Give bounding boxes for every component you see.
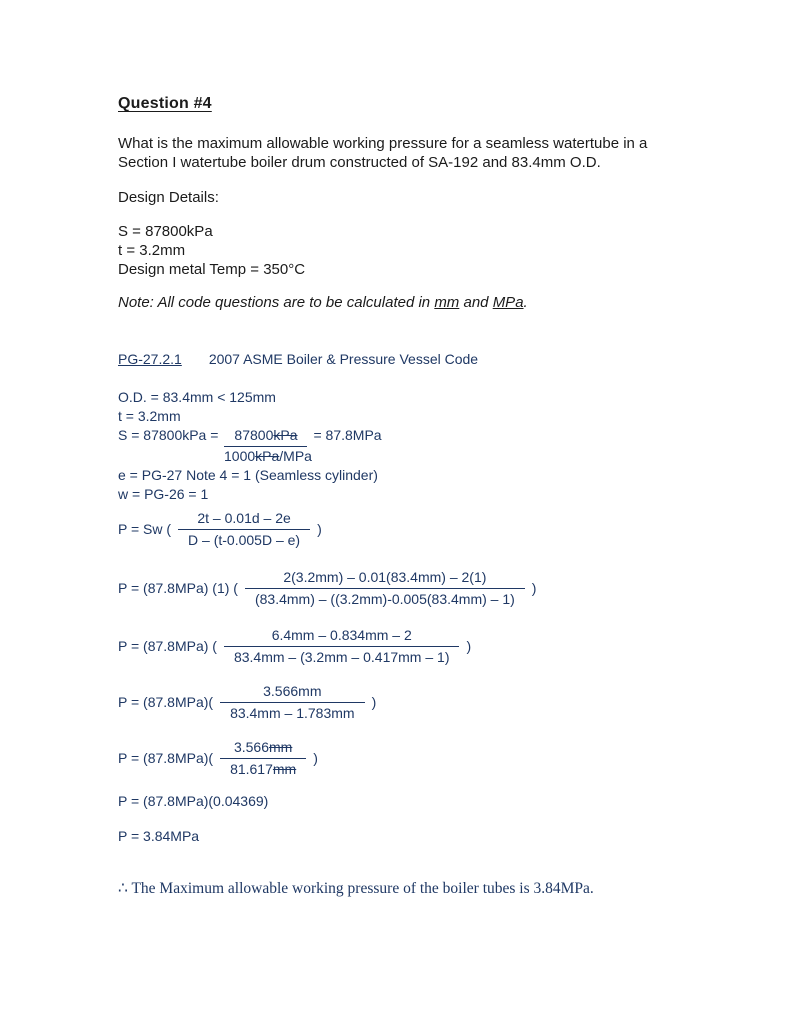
equation-step-4 xyxy=(118,738,736,779)
s-conversion-den-value: 1000 xyxy=(224,448,256,464)
equation-den-value: 81.617 xyxy=(230,761,273,777)
design-detail-line: t = 3.2mm xyxy=(118,242,186,259)
code-reference: PG-27.2.1 xyxy=(118,351,182,367)
question-title: Question #4 xyxy=(118,95,212,112)
equation-suffix: ) xyxy=(371,694,377,710)
equation-fraction xyxy=(220,682,365,723)
result-line-final: P = 3.84MPa xyxy=(118,828,200,844)
s-conversion-den-unit-struck: kPa xyxy=(255,448,280,464)
s-conversion xyxy=(118,426,736,466)
s-conversion-denominator xyxy=(224,447,736,466)
equation-den-unit-struck: mm xyxy=(272,761,297,777)
design-detail-line: S = 87800kPa xyxy=(118,223,213,240)
question-text-line: Section I watertube boiler drum constructed of SA-192 and 83.4mm O.D. xyxy=(118,154,601,171)
formula-suffix: ) xyxy=(317,521,322,537)
note-text: Note: All code questions are to be calculated in xyxy=(118,294,435,311)
conclusion-line: ∴ The Maximum allowable working pressure of the boiler tubes is 3.84MPa. xyxy=(118,880,594,897)
note-line xyxy=(118,293,736,312)
s-conversion-result: = 87.8MPa xyxy=(313,427,382,443)
equation-num-unit-struck: mm xyxy=(269,739,293,755)
formula-general xyxy=(118,509,736,550)
equation-fraction xyxy=(245,568,525,609)
note-unit-mm: mm xyxy=(434,294,460,311)
s-conversion-top-line xyxy=(118,426,736,447)
given-line: O.D. = 83.4mm < 125mm xyxy=(118,389,276,405)
formula-numerator: 2t – 0.01d – 2e xyxy=(197,510,291,526)
equation-step-2 xyxy=(118,626,736,667)
equation-suffix: ) xyxy=(531,580,537,596)
s-conversion-den-suffix: /MPa xyxy=(279,448,312,464)
given-line: t = 3.2mm xyxy=(118,408,181,424)
equation-step-3 xyxy=(118,682,736,723)
equation-prefix: P = (87.8MPa) (1) ( xyxy=(118,580,238,596)
fraction-bar xyxy=(220,702,365,703)
solution-section xyxy=(118,350,736,898)
equation-numerator: 6.4mm – 0.834mm – 2 xyxy=(271,627,412,643)
s-conversion-prefix: S = 87800kPa = xyxy=(118,427,219,443)
equation-numerator xyxy=(224,738,302,757)
equation-fraction xyxy=(220,738,306,779)
equation-suffix: ) xyxy=(313,750,318,766)
equation-denominator xyxy=(220,760,306,779)
code-title: 2007 ASME Boiler & Pressure Vessel Code xyxy=(208,351,479,367)
equation-denominator: 83.4mm – (3.2mm – 0.417mm – 1) xyxy=(233,649,450,665)
equation-numerator: 2(3.2mm) – 0.01(83.4mm) – 2(1) xyxy=(283,569,487,585)
s-conversion-numerator xyxy=(224,426,307,447)
formula-prefix: P = Sw ( xyxy=(118,521,172,537)
equation-step-1 xyxy=(118,568,736,609)
s-conversion-num-value: 87800 xyxy=(234,427,274,443)
equation-fraction xyxy=(224,626,460,667)
note-text: and xyxy=(459,294,493,311)
s-conversion-num-unit-struck: kPa xyxy=(273,427,298,443)
question-text-line: What is the maximum allowable working pressure for a seamless watertube in a xyxy=(118,135,648,152)
equation-suffix: ) xyxy=(466,638,472,654)
equation-prefix: P = (87.8MPa) ( xyxy=(118,638,217,654)
givens-list xyxy=(118,388,736,426)
code-reference-line xyxy=(118,350,736,369)
formula-denominator: D – (t-0.005D – e) xyxy=(188,532,301,548)
equation-numerator: 3.566mm xyxy=(263,683,322,699)
w-factor-line: w = PG-26 = 1 xyxy=(118,486,209,502)
equation-denominator: 83.4mm – 1.783mm xyxy=(230,705,355,721)
fraction-bar xyxy=(178,529,310,530)
fraction-bar xyxy=(245,588,525,589)
design-detail-line: Design metal Temp = 350°C xyxy=(118,261,306,278)
equation-prefix: P = (87.8MPa)( xyxy=(118,694,214,710)
formula-fraction xyxy=(178,509,310,550)
e-factor-line: e = PG-27 Note 4 = 1 (Seamless cylinder) xyxy=(118,467,378,483)
result-line: P = (87.8MPa)(0.04369) xyxy=(118,793,269,809)
question-text xyxy=(118,134,736,172)
equation-denominator: (83.4mm) – ((3.2mm)-0.005(83.4mm) – 1) xyxy=(254,591,515,607)
equation-num-value: 3.566 xyxy=(233,739,269,755)
equation-prefix: P = (87.8MPa)( xyxy=(118,750,214,766)
note-text: . xyxy=(523,294,528,311)
fraction-bar xyxy=(220,758,306,759)
note-unit-mpa: MPa xyxy=(492,294,524,311)
design-details-label: Design Details: xyxy=(118,189,219,206)
design-details-list xyxy=(118,222,736,279)
fraction-bar xyxy=(224,646,460,647)
